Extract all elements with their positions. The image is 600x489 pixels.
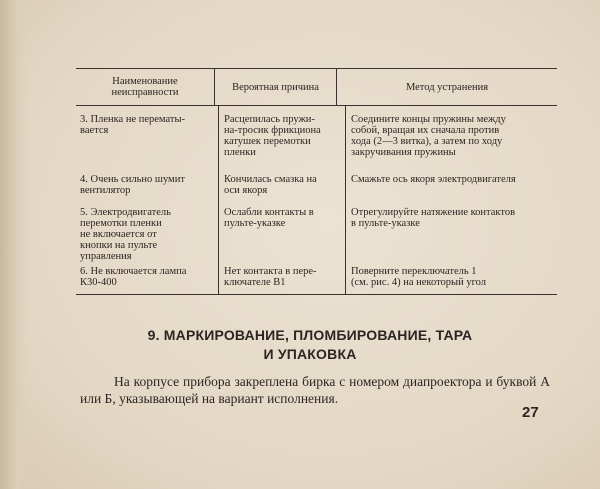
header-cause: Вероятная причина (214, 69, 336, 105)
cause-cell: Нет контакта в пере- ключателе В1 (218, 258, 345, 294)
fault-cell: 4. Очень сильно шумит вентилятор (80, 174, 185, 196)
cause-cell: Кончилась смазка на оси якоря (218, 166, 345, 199)
header-fix: Метод устранения (336, 69, 557, 105)
fix-cell: Поверните переключатель 1 (см. рис. 4) на некоторый угол (345, 258, 557, 294)
cause-cell: Ослабли контакты в пульте-указке (218, 199, 345, 258)
fault-cell: 6. Не включается лампа К30-400 (80, 266, 187, 288)
section-heading: 9. МАРКИРОВАНИЕ, ПЛОМБИРОВАНИЕ, ТАРА И УПАКОВКА (147, 327, 473, 362)
fault-cell: 5. Электродвигатель перемотки пленки не включается от кнопки на пульте управления (80, 207, 171, 262)
table-row (76, 106, 557, 166)
cause-cell: Расцепилась пружи- на-тросик фрикциона катушек перемотки пленки (218, 106, 345, 166)
fix-cell: Смажьте ось якоря электродвигателя (345, 166, 557, 199)
fix-cell: Соедините концы пружины между собой, вращая их сначала против хода (2—3 витка), а затем по ходу закручивания пружины (345, 106, 557, 166)
body-paragraph: На корпусе прибора закреплена бирка с номером диапроектора и буквой А или Б, указывающей на вариант исполнения. (80, 374, 550, 406)
page-spine-shadow (0, 0, 28, 489)
table-row (76, 166, 557, 199)
header-fault: Наименование неисправности (111, 76, 179, 98)
troubleshooting-table (76, 68, 557, 295)
table-row (76, 199, 557, 262)
table-header-row (76, 69, 557, 106)
table-row (76, 258, 557, 294)
fault-cell: 3. Пленка не перематы- вается (80, 114, 186, 136)
page-number: 27 (522, 404, 539, 421)
fix-cell: Отрегулируйте натяжение контактов в пульте-указке (345, 199, 557, 258)
